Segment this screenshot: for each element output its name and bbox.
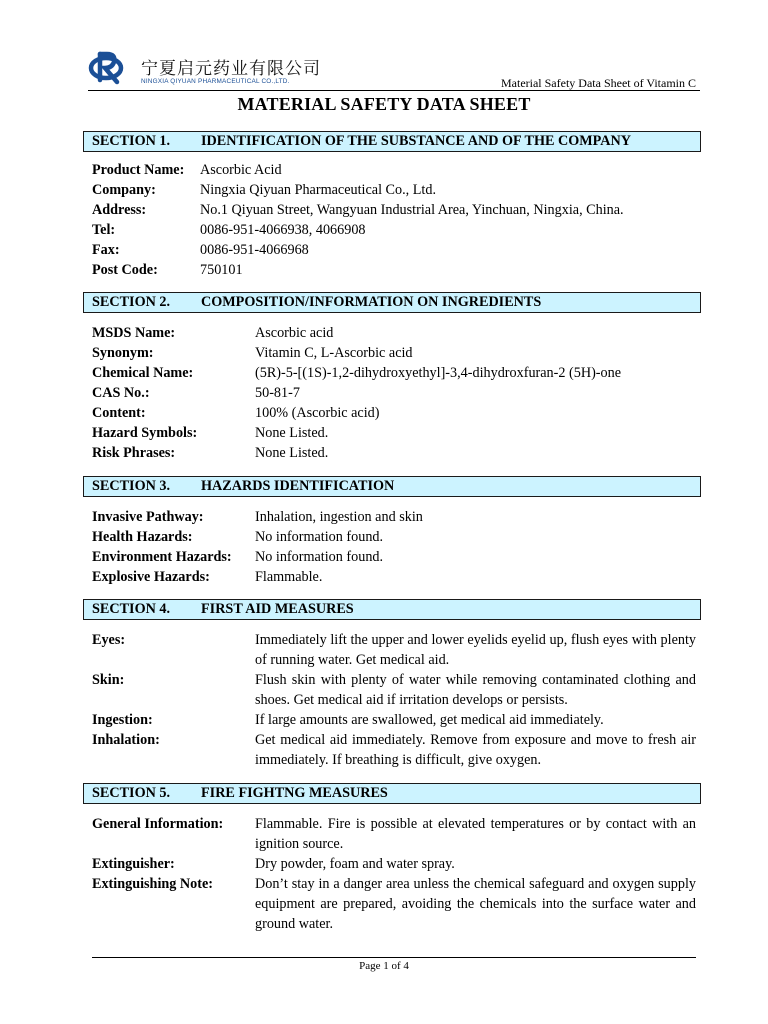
field-value: None Listed. xyxy=(255,445,329,461)
field-row xyxy=(92,567,696,587)
header-divider xyxy=(88,90,700,91)
section-2-body xyxy=(92,323,696,463)
field-row xyxy=(92,630,696,670)
section-title: HAZARDS IDENTIFICATION xyxy=(201,478,395,494)
section-title: IDENTIFICATION OF THE SUBSTANCE AND OF THE COMPANY xyxy=(201,133,632,149)
field-row xyxy=(92,710,696,730)
field-label: Extinguisher: xyxy=(92,856,175,872)
field-label: Post Code: xyxy=(92,262,158,278)
section-3-body xyxy=(92,507,696,587)
field-value: None Listed. xyxy=(255,425,329,441)
field-label: Tel: xyxy=(92,222,116,238)
field-value: (5R)-5-[(1S)-1,2-dihydroxyethyl]-3,4-dihydroxfuran-2 (5H)-one xyxy=(255,365,622,381)
field-row xyxy=(92,180,696,200)
field-label: Extinguishing Note: xyxy=(92,876,214,892)
field-label: MSDS Name: xyxy=(92,325,176,341)
field-row xyxy=(92,443,696,463)
field-row xyxy=(92,814,696,854)
page-header xyxy=(88,46,700,90)
section-4-body xyxy=(92,630,696,770)
page-number: Page 1 of 4 xyxy=(359,960,409,972)
field-row xyxy=(92,527,696,547)
field-value: No information found. xyxy=(255,529,384,545)
field-row xyxy=(92,403,696,423)
field-value: No information found. xyxy=(255,549,384,565)
section-4-header xyxy=(83,599,701,620)
section-1-header xyxy=(83,131,701,152)
section-number: SECTION 4. xyxy=(92,601,171,617)
field-value: If large amounts are swallowed, get medical aid immediately. xyxy=(255,712,604,728)
field-value: 0086-951-4066968 xyxy=(200,242,309,258)
field-row xyxy=(92,547,696,567)
field-value: Ascorbic acid xyxy=(255,325,334,341)
field-value: 50-81-7 xyxy=(255,385,300,401)
field-label: Inhalation: xyxy=(92,732,160,748)
field-label: General Information: xyxy=(92,816,224,832)
field-label: Address: xyxy=(92,202,147,218)
field-row xyxy=(92,240,696,260)
field-row xyxy=(92,383,696,403)
field-label: Health Hazards: xyxy=(92,529,193,545)
field-value: Flammable. Fire is possible at elevated temperatures or by contact with an ignition source. xyxy=(255,816,696,852)
field-value: Ascorbic Acid xyxy=(200,162,282,178)
section-2-header xyxy=(83,292,701,313)
field-value: 0086-951-4066938, 4066908 xyxy=(200,222,366,238)
section-number: SECTION 3. xyxy=(92,478,171,494)
field-label: Content: xyxy=(92,405,146,421)
field-row xyxy=(92,874,696,934)
field-value: Flush skin with plenty of water while removing contaminated clothing and shoes. Get medical aid if irritation develops or persists. xyxy=(255,672,696,708)
field-row xyxy=(92,200,696,220)
field-label: Fax: xyxy=(92,242,120,258)
field-row xyxy=(92,363,696,383)
field-row xyxy=(92,343,696,363)
field-value: 750101 xyxy=(200,262,243,278)
section-title: FIRST AID MEASURES xyxy=(201,601,354,617)
field-value: Vitamin C, L-Ascorbic acid xyxy=(255,345,413,361)
field-label: Chemical Name: xyxy=(92,365,194,381)
field-value: 100% (Ascorbic acid) xyxy=(255,405,380,421)
field-row xyxy=(92,323,696,343)
section-5-body xyxy=(92,814,696,934)
field-label: Ingestion: xyxy=(92,712,153,728)
field-label: Synonym: xyxy=(92,345,154,361)
field-row xyxy=(92,854,696,874)
field-label: Explosive Hazards: xyxy=(92,569,210,585)
document-title: MATERIAL SAFETY DATA SHEET xyxy=(237,94,531,114)
section-number: SECTION 2. xyxy=(92,294,171,310)
company-logo-icon xyxy=(88,46,128,86)
field-value: Inhalation, ingestion and skin xyxy=(255,509,423,525)
field-row xyxy=(92,507,696,527)
field-value: Dry powder, foam and water spray. xyxy=(255,856,455,872)
field-row xyxy=(92,423,696,443)
field-value: Immediately lift the upper and lower eyelids eyelid up, flush eyes with plenty of running water. Get medical aid. xyxy=(255,632,696,668)
field-label: Hazard Symbols: xyxy=(92,425,198,441)
section-title: FIRE FIGHTNG MEASURES xyxy=(201,785,388,801)
field-value: Ningxia Qiyuan Pharmaceutical Co., Ltd. xyxy=(200,182,437,198)
section-5-header xyxy=(83,783,701,804)
field-label: Skin: xyxy=(92,672,125,688)
field-label: Invasive Pathway: xyxy=(92,509,204,525)
section-1-body xyxy=(92,160,696,280)
footer-divider xyxy=(92,957,696,958)
field-label: Company: xyxy=(92,182,156,198)
field-row xyxy=(92,730,696,770)
field-label: Environment Hazards: xyxy=(92,549,232,565)
field-label: Product Name: xyxy=(92,162,185,178)
field-row xyxy=(92,260,696,280)
field-label: CAS No.: xyxy=(92,385,150,401)
field-row xyxy=(92,160,696,180)
field-row xyxy=(92,670,696,710)
section-number: SECTION 1. xyxy=(92,133,171,149)
field-label: Risk Phrases: xyxy=(92,445,176,461)
document-reference: Material Safety Data Sheet of Vitamin C xyxy=(500,76,696,90)
section-title: COMPOSITION/INFORMATION ON INGREDIENTS xyxy=(201,294,542,310)
field-value: Flammable. xyxy=(255,569,323,585)
field-label: Eyes: xyxy=(92,632,126,648)
company-name-chinese: 宁夏启元药业有限公司 xyxy=(141,59,321,79)
company-name-english: NINGXIA QIYUAN PHARMACEUTICAL CO.,LTD. xyxy=(141,78,290,85)
field-value: Get medical aid immediately. Remove from exposure and move to fresh air immediately. If breathing is difficult, give oxygen. xyxy=(255,732,696,768)
section-number: SECTION 5. xyxy=(92,785,171,801)
field-value: Don’t stay in a danger area unless the chemical safeguard and oxygen supply equipment are prepared, avoiding the chemicals into the surface water and ground water. xyxy=(255,876,696,932)
section-3-header xyxy=(83,476,701,497)
field-value: No.1 Qiyuan Street, Wangyuan Industrial Area, Yinchuan, Ningxia, China. xyxy=(200,202,624,218)
field-row xyxy=(92,220,696,240)
